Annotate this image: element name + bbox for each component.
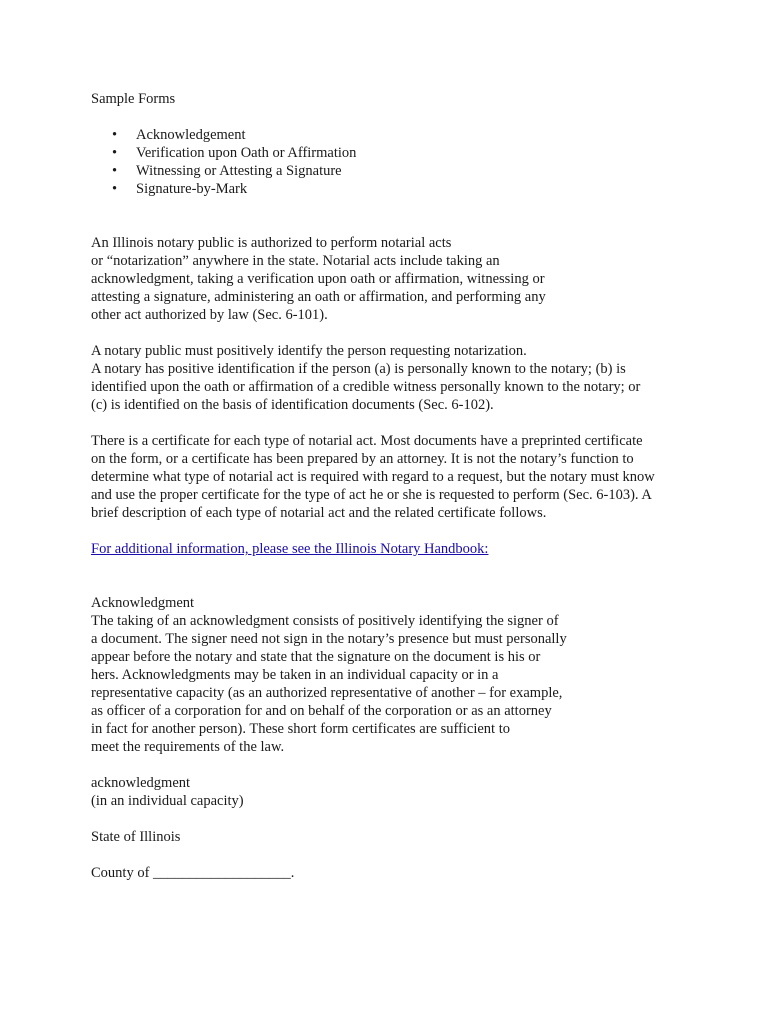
form-subtitle: (in an individual capacity) <box>91 793 244 809</box>
form-title: acknowledgment <box>91 775 191 791</box>
county-line: County of ___________________. <box>91 865 295 881</box>
sample-forms-heading: Sample Forms <box>91 91 176 107</box>
forms-bullet-list <box>91 126 691 198</box>
notary-handbook-link[interactable]: For additional information, please see the Illinois Notary Handbook: <box>91 541 489 557</box>
certificate-paragraph: There is a certificate for each type of notarial act. Most documents have a preprinted certificate on the form, or a certificate has been prepared by an attorney. It is not the notary’s function to determine what type of notarial act is required with regard to a request, but the notary must know and use the proper certificate for the type of act he or she is requested to perform (Sec. 6-103). A brief description of each type of notarial act and the related certificate follows. <box>91 433 655 521</box>
state-line: State of Illinois <box>91 829 181 845</box>
document-page <box>91 90 691 882</box>
identification-paragraph: A notary public must positively identify the person requesting notarization. A notary has positive identification if the person (a) is personally known to the notary; (b) is identified upon the oath or affirmation of a credible witness personally known to the notary; or (c) is identified on the basis of identification documents (Sec. 6-102). <box>91 343 641 413</box>
authority-paragraph: An Illinois notary public is authorized to perform notarial acts or “notarization” anywhere in the state. Notarial acts include taking an acknowledgment, taking a verification upon oath or affirmation, witnessing or attesting a signature, administering an oath or affirmation, and performing any other act authorized by law (Sec. 6-101). <box>91 235 546 323</box>
bullet-item: • Verification upon Oath or Affirmation <box>112 145 357 161</box>
acknowledgment-paragraph: The taking of an acknowledgment consists of positively identifying the signer of a document. The signer need not sign in the notary’s presence but must personally appear before the notary and state that the signature on the document is his or hers. Acknowledgments may be taken in an individual capacity or in a representative capacity (as an authorized representative of another – for example, as officer of a corporation for and on behalf of the corporation or as an attorney in fact for another person). These short form certificates are sufficient to meet the requirements of the law. <box>91 613 567 755</box>
bullet-dot: • <box>112 163 118 179</box>
bullet-dot: • <box>112 145 118 161</box>
bullet-item: • Acknowledgement <box>112 127 246 143</box>
acknowledgment-title: Acknowledgment <box>91 595 195 611</box>
bullet-dot: • <box>112 181 118 197</box>
bullet-item: • Signature-by-Mark <box>112 181 248 197</box>
bullet-item: • Witnessing or Attesting a Signature <box>112 163 342 179</box>
bullet-dot: • <box>112 127 118 143</box>
